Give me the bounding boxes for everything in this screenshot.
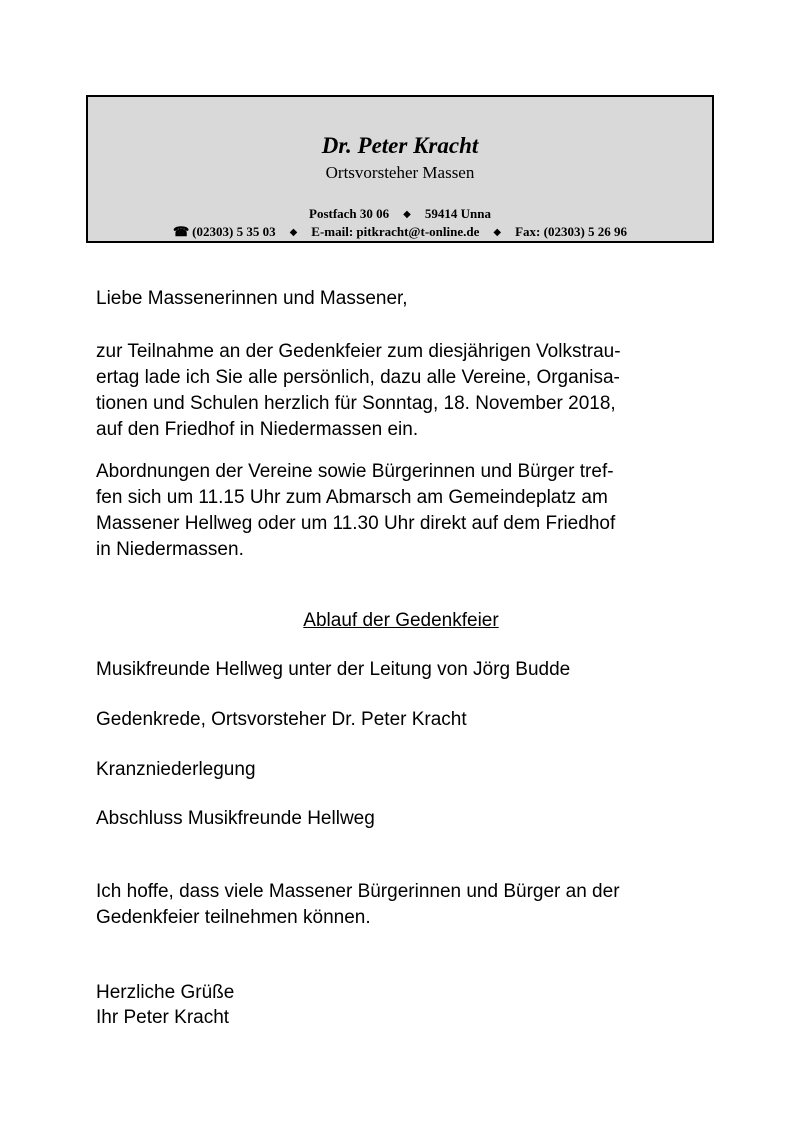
separator-diamond: ◆ — [289, 227, 298, 238]
letterhead — [86, 95, 714, 243]
separator-diamond: ◆ — [493, 227, 502, 238]
city: 59414 Unna — [424, 206, 491, 221]
address-line — [88, 206, 712, 222]
text-line: Massener Hellweg oder um 11.30 Uhr direkt auf dem Friedhof — [96, 513, 616, 534]
email: E-mail: pitkracht@t-online.de — [311, 224, 480, 239]
postfach: Postfach 30 06 — [309, 206, 390, 221]
invitation-paragraph — [96, 339, 706, 443]
program-item: Abschluss Musikfreunde Hellweg — [96, 808, 375, 829]
sender-title: Ortsvorsteher Massen — [325, 163, 475, 182]
text-line: ertag lade ich Sie alle persönlich, dazu alle Vereine, Organisa- — [96, 367, 620, 388]
text-line: Gedenkfeier teilnehmen können. — [96, 907, 371, 928]
text-line: fen sich um 11.15 Uhr zum Abmarsch am Gemeindeplatz am — [96, 487, 608, 508]
contact-line — [88, 224, 712, 240]
telephone-icon: ☎ — [172, 224, 190, 239]
program-heading — [96, 608, 706, 634]
program-item: Kranzniederlegung — [96, 759, 256, 780]
signature: Ihr Peter Kracht — [96, 1007, 230, 1028]
closing-salutation: Herzliche Grüße — [96, 982, 235, 1003]
text-line: in Niedermassen. — [96, 539, 244, 560]
fax-number: Fax: (02303) 5 26 96 — [515, 224, 628, 239]
separator-diamond: ◆ — [403, 209, 411, 220]
text-line: tionen und Schulen herzlich für Sonntag, 18. November 2018, — [96, 393, 616, 414]
assembly-paragraph — [96, 459, 706, 563]
greeting: Liebe Massenerinnen und Massener, — [96, 288, 408, 309]
program-item: Musikfreunde Hellweg unter der Leitung von Jörg Budde — [96, 659, 571, 680]
program-heading-text: Ablauf der Gedenkfeier — [303, 610, 499, 631]
text-line: Abordnungen der Vereine sowie Bürgerinnen und Bürger tref- — [96, 461, 614, 482]
phone-number: (02303) 5 35 03 — [192, 224, 276, 239]
sender-name: Dr. Peter Kracht — [321, 133, 479, 158]
text-line: zur Teilnahme an der Gedenkfeier zum diesjährigen Volkstrau- — [96, 341, 621, 362]
program-item: Gedenkrede, Ortsvorsteher Dr. Peter Kracht — [96, 709, 467, 730]
closing-paragraph — [96, 879, 706, 931]
text-line: auf den Friedhof in Niedermassen ein. — [96, 419, 419, 440]
text-line: Ich hoffe, dass viele Massener Bürgerinnen und Bürger an der — [96, 881, 620, 902]
